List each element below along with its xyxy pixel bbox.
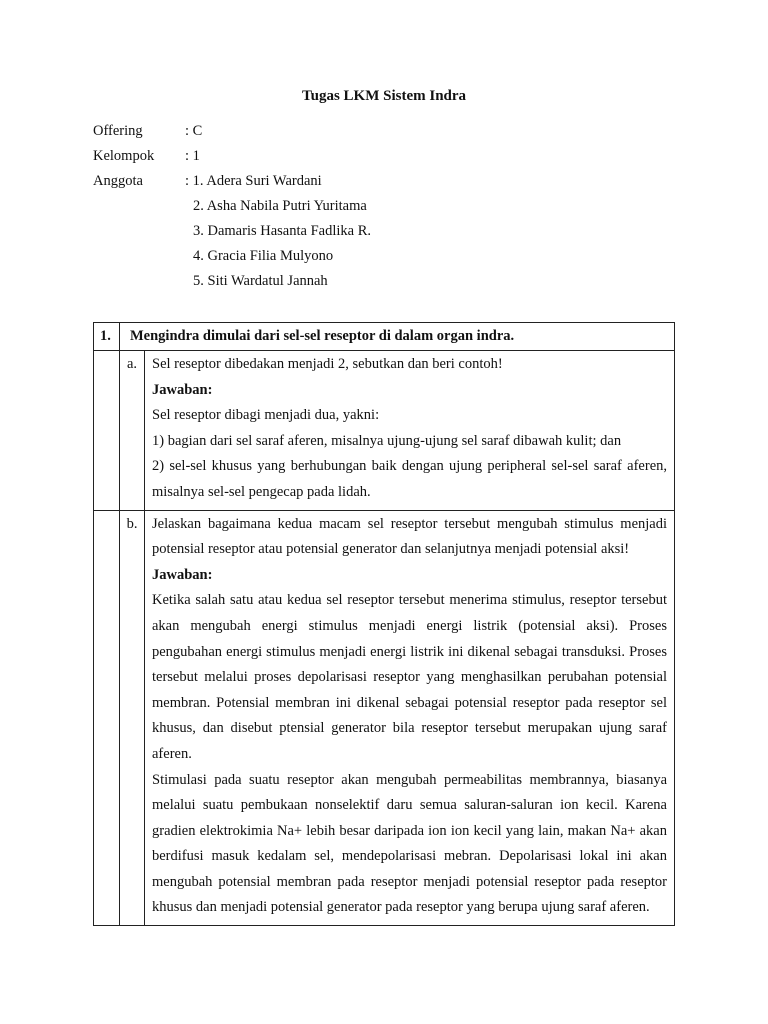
anggota-row [93, 171, 322, 191]
document-title: Tugas LKM Sistem Indra [301, 88, 467, 104]
member-item: 3. Damaris Hasanta Fadlika R. [193, 223, 371, 239]
indent-cell [94, 351, 120, 511]
question-heading: Mengindra dimulai dari sel-sel reseptor di dalam organ indra. [120, 323, 675, 351]
member-item: 5. Siti Wardatul Jannah [193, 273, 328, 289]
anggota-label: Anggota [93, 173, 143, 189]
offering-row [93, 121, 202, 141]
part-body [145, 351, 675, 511]
part-prompt: Sel reseptor dibedakan menjadi 2, sebutkan dan beri contoh! [152, 356, 503, 372]
member-item: 4. Gracia Filia Mulyono [193, 248, 334, 264]
question-table [93, 322, 675, 926]
kelompok-value: : 1 [185, 148, 200, 164]
offering-label: Offering [93, 123, 143, 139]
part-letter: a. [120, 351, 145, 511]
part-body [145, 510, 675, 926]
question-part-b [94, 510, 675, 926]
answer-paragraph: Sel reseptor dibagi menjadi dua, yakni: [152, 407, 380, 424]
kelompok-label: Kelompok [93, 148, 155, 164]
question-part-a [94, 351, 675, 511]
part-prompt: Jelaskan bagaimana kedua macam sel reseptor tersebut mengubah stimulus menjadi potensial reseptor atau potensial generator dan selanjutnya menjadi potensial aksi! [152, 515, 667, 558]
anggota-value: : 1. Adera Suri Wardani [185, 173, 322, 189]
offering-value: : C [185, 123, 203, 139]
answer-paragraph: 1) bagian dari sel saraf aferen, misalnya ujung-ujung sel saraf dibawah kulit; dan [152, 432, 622, 449]
question-number: 1. [94, 323, 120, 351]
part-letter: b. [120, 510, 145, 926]
kelompok-row [93, 146, 200, 166]
answer-label: Jawaban: [152, 381, 213, 398]
member-item: 2. Asha Nabila Putri Yuritama [193, 198, 367, 214]
answer-paragraph: 2) sel-sel khusus yang berhubungan baik dengan ujung peripheral sel-sel saraf aferen, misalnya sel-sel pengecap pada lidah. [152, 458, 667, 500]
answer-paragraph: Stimulasi pada suatu reseptor akan mengubah permeabilitas membrannya, biasanya melalui suatu pembukaan nonselektif daru semua saluran-saluran ion kecil. Karena gradien elektrokimia Na+ lebih besar daripada ion ion kecil yang lain, makan Na+ akan berdifusi masuk kedalam sel, mendepolarisasi mebran. Depolarisasi lokal ini akan mengubah potensial membran pada reseptor menjadi potensial reseptor pada reseptor khusus dan menjadi potensial generator pada reseptor yang berupa ujung saraf aferen. [152, 771, 667, 916]
indent-cell [94, 510, 120, 926]
question-header-row [94, 323, 675, 351]
answer-label: Jawaban: [152, 566, 213, 583]
answer-paragraph: Ketika salah satu atau kedua sel reseptor tersebut menerima stimulus, reseptor tersebut akan mengubah energi stimulus menjadi energi listrik (potensial aksi). Proses pengubahan energi stimulus menjadi energi listrik ini dikenal sebagai transduksi. Proses tersebut melalui proses depolarisasi reseptor yang menghasilkan perubahan potensial membran. Potensial membran ini dikenal sebagai potensial reseptor pada reseptor sel khusus, dan disebut ptensial generator bila reseptor tersebut merupakan ujung saraf aferen. [152, 592, 667, 762]
